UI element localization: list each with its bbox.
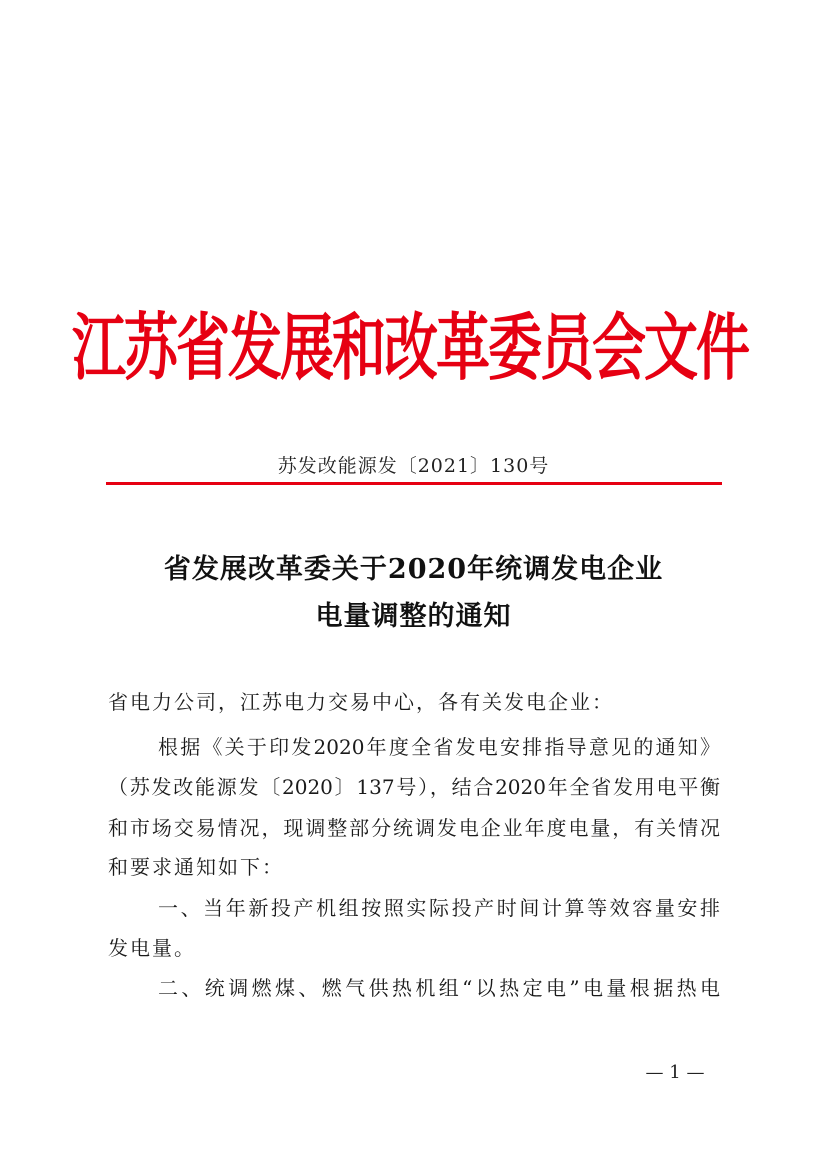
paragraph-1-line-2: （苏发改能源发〔2020〕137号），结合2020年全省发用电平衡	[108, 775, 720, 799]
notice-title-line-1: 省发展改革委关于2020年统调发电企业	[163, 554, 664, 585]
red-divider	[106, 482, 722, 485]
masthead-title: 江苏省发展和改革委员会文件	[72, 304, 748, 390]
page-number: — 1 —	[645, 1062, 705, 1083]
item-1-line-2: 发电量。	[108, 936, 196, 960]
paragraph-1-line-3: 和市场交易情况，现调整部分统调发电企业年度电量，有关情况	[108, 816, 720, 840]
item-2-line-1: 二、统调燃煤、燃气供热机组“以热定电”电量根据热电	[158, 976, 720, 1000]
document-number: 苏发改能源发〔2021〕130号	[277, 455, 550, 477]
paragraph-1-line-1: 根据《关于印发2020年度全省发电安排指导意见的通知》	[158, 735, 720, 759]
addressee-line: 省电力公司，江苏电力交易中心，各有关发电企业：	[108, 690, 614, 714]
paragraph-1-line-4: 和要求通知如下：	[108, 855, 284, 879]
notice-title-line-2: 电量调整的通知	[315, 601, 512, 632]
item-1-line-1: 一、当年新投产机组按照实际投产时间计算等效容量安排	[158, 896, 720, 920]
